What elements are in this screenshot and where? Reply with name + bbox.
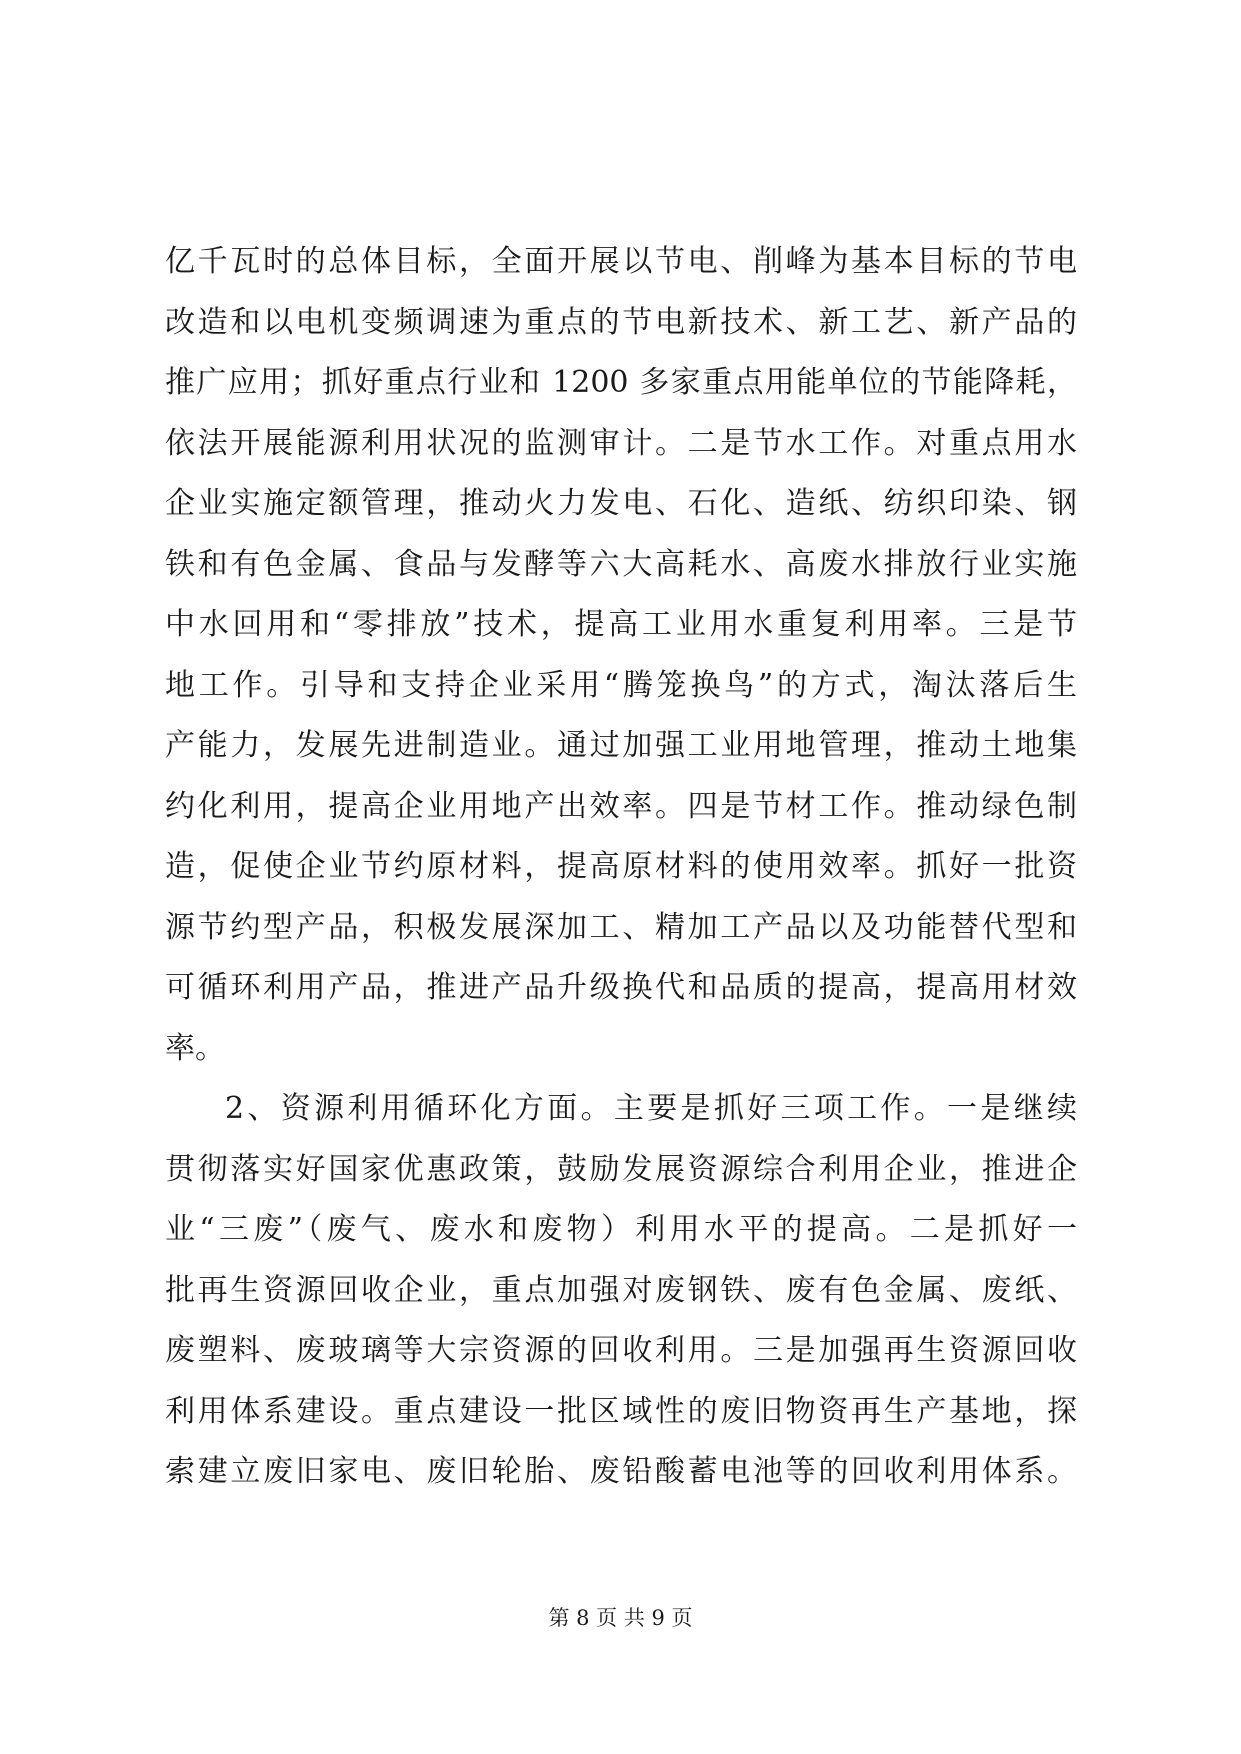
paragraph-2 [165,1079,1077,1503]
text-line: 铁和有色金属、食品与发酵等六大高耗水、高废水排放行业实施 [165,546,1077,582]
text-line: 可循环利用产品，推进产品升级换代和品质的提高，提高用材效 [165,970,1077,1005]
text-line: 依法开展能源利用状况的监测审计。二是节水工作。对重点用水 [165,425,1077,461]
text-line: 企业实施定额管理，推动火力发电、石化、造纸、纺织印染、钢 [165,486,1077,521]
text-line: 索建立废旧家电、废旧轮胎、废铅酸蓄电池等的回收利用体系。 [165,1454,1077,1489]
text-line: 亿千瓦时的总体目标，全面开展以节电、削峰为基本目标的节电 [165,244,1077,279]
text-line: 产能力，发展先进制造业。通过加强工业用地管理，推动土地集 [165,728,1077,763]
paragraph-1 [165,232,1077,1079]
text-line: 批再生资源回收企业，重点加强对废钢铁、废有色金属、废纸、 [165,1272,1077,1308]
text-line: 推广应用；抓好重点行业和 1200 多家重点用能单位的节能降耗， [165,365,1077,400]
text-line: 中水回用和“零排放”技术，提高工业用水重复利用率。三是节 [165,607,1077,642]
body-text [165,232,1077,1503]
text-line: 约化利用，提高企业用地产出效率。四是节材工作。推动绿色制 [165,788,1077,824]
text-line: 造，促使企业节约原材料，提高原材料的使用效率。抓好一批资 [165,849,1077,884]
text-line: 改造和以电机变频调速为重点的节电新技术、新工艺、新产品的 [165,304,1077,340]
text-line: 地工作。引导和支持企业采用“腾笼换鸟”的方式，淘汰落后生 [165,667,1077,703]
text-line: 率。 [165,1030,225,1066]
text-line: 利用体系建设。重点建设一批区域性的废旧物资再生产基地，探 [165,1393,1077,1429]
text-line: 源节约型产品，积极发展深加工、精加工产品以及功能替代型和 [165,909,1077,945]
page-footer: 第 8 页 共 9 页 [548,1606,693,1630]
text-line: 2、资源利用循环化方面。主要是抓好三项工作。一是继续 [225,1091,1077,1126]
text-line: 贯彻落实好国家优惠政策，鼓励发展资源综合利用企业，推进企 [165,1151,1077,1187]
text-line: 废塑料、废玻璃等大宗资源的回收利用。三是加强再生资源回收 [165,1333,1077,1368]
text-line: 业“三废”（废气、废水和废物）利用水平的提高。二是抓好一 [165,1212,1077,1247]
